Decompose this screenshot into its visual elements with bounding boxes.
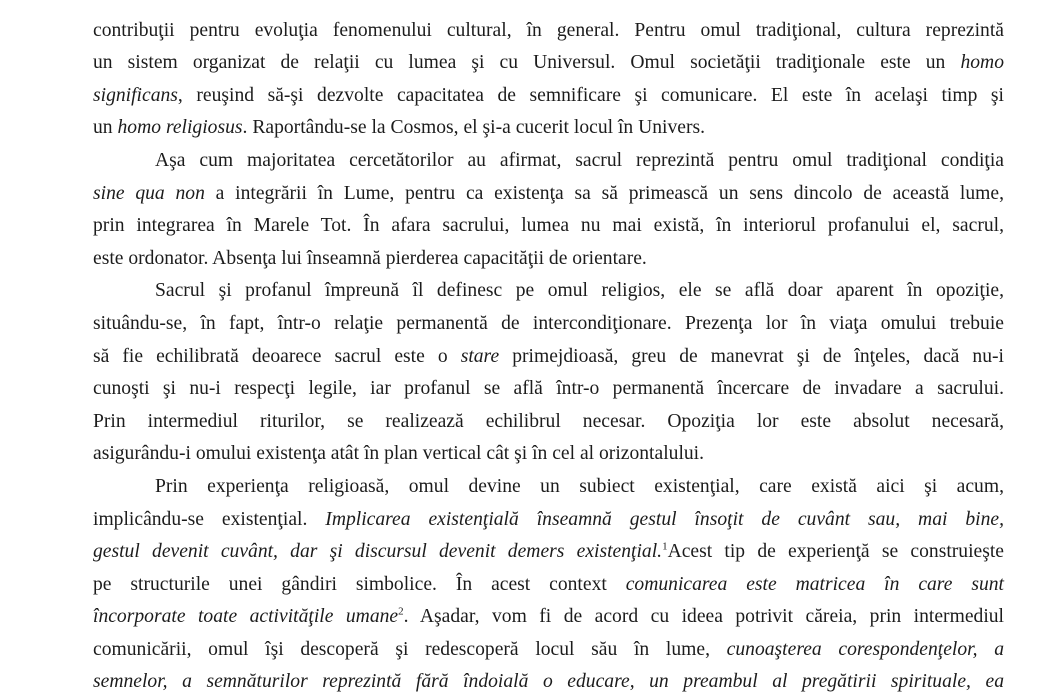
italic-text: cunoaşterea corespondenţelor, a	[726, 638, 1005, 660]
italic-text: sine qua non	[93, 182, 205, 204]
text-line	[93, 438, 1004, 471]
footnote-marker: 2	[398, 605, 404, 618]
italic-text: gestul devenit cuvânt, dar şi discursul devenit demers existenţial.	[93, 541, 663, 563]
text-line	[93, 47, 1004, 80]
text-line	[93, 243, 1004, 276]
text-line	[93, 308, 1004, 341]
text-span: situându-se, în fapt, într-o relaţie permanentă de intercondiţionare. Prezenţa lor în viaţa omului trebuie	[93, 312, 1004, 334]
text-line	[93, 536, 1004, 569]
text-span: Prin intermediul riturilor, se realizează echilibrul necesar. Opoziţia lor este absolut necesară,	[93, 410, 1004, 432]
text-line	[93, 15, 1004, 48]
text-span: comunicării, omul îşi descoperă şi redescoperă locul său în lume,	[93, 638, 727, 660]
text-span: pe structurile unei gândiri simbolice. În acest context	[93, 573, 626, 595]
footnote-marker: 1	[662, 540, 668, 553]
text-span: Aşa cum majoritatea cercetătorilor au afirmat, sacrul reprezintă pentru omul tradiţional condiţia	[155, 149, 1004, 171]
text-span: un	[93, 117, 118, 139]
document-body-text	[93, 0, 1004, 699]
text-span: implicându-se existenţial.	[93, 508, 326, 530]
text-span: este ordonator. Absenţa lui înseamnă pierderea capacităţii de orientare.	[93, 247, 647, 269]
italic-text: homo religiosus	[117, 117, 243, 139]
text-span: , reuşind să-şi dezvolte capacitatea de semnificare şi comunicare. El este în acelaşi timp şi	[177, 84, 1004, 106]
text-line	[93, 80, 1004, 113]
text-span: Sacrul şi profanul împreună îl definesc pe omul religios, ele se află doar aparent în opoziţie,	[155, 280, 1004, 302]
text-line	[93, 178, 1004, 211]
text-span: prin integrarea în Marele Tot. În afara sacrului, lumea nu mai există, în interiorul profanului el, sacrul,	[93, 215, 1004, 237]
text-span: să fie echilibrată deoarece sacrul este o	[93, 345, 461, 367]
text-line	[93, 666, 1004, 699]
text-span: . Raportându-se la Cosmos, el şi-a cucerit locul în Univers.	[242, 117, 706, 139]
italic-text: încorporate toate activităţile umane	[93, 606, 399, 628]
text-span: primejdioasă, greu de manevrat şi de înţeles, dacă nu-i	[499, 345, 1004, 367]
text-span: asigurându-i omului existenţa atât în plan vertical cât şi în cel al orizontalului.	[93, 443, 705, 465]
text-line	[93, 601, 1004, 634]
text-span: Acest tip de experienţă se construieşte	[667, 541, 1004, 563]
italic-text: semnelor, a semnăturilor reprezintă fără îndoială o educare, un preambul al pregătirii spirituale, ea	[93, 671, 1004, 693]
text-line	[93, 634, 1004, 667]
text-span: un sistem organizat de relaţii cu lumea şi cu Universul. Omul societăţii tradiţionale este un	[93, 52, 961, 74]
text-line	[93, 112, 1004, 145]
text-line	[93, 373, 1004, 406]
text-span: cunoşti şi nu-i respecţi legile, iar profanul se află într-o permanentă încercare de invadare a sacrului.	[93, 378, 1004, 400]
text-line	[93, 406, 1004, 439]
italic-text: homo	[960, 52, 1004, 74]
text-span: Prin experienţa religioasă, omul devine un subiect existenţial, care există aici şi acum,	[155, 475, 1004, 497]
italic-text: Implicarea existenţială înseamnă gestul însoţit de cuvânt sau, mai bine,	[325, 508, 1004, 530]
italic-text: stare	[460, 345, 500, 367]
text-line	[93, 504, 1004, 537]
text-span: contribuţii pentru evoluţia fenomenului cultural, în general. Pentru omul tradiţional, cultura reprezintă	[93, 19, 1004, 41]
text-line	[93, 145, 1004, 178]
italic-text: significans	[93, 84, 178, 106]
text-line	[93, 210, 1004, 243]
text-span: . Aşadar, vom fi de acord cu ideea potrivit căreia, prin intermediul	[403, 606, 1005, 628]
text-line	[93, 471, 1004, 504]
text-line	[93, 341, 1004, 374]
text-line	[93, 275, 1004, 308]
italic-text: comunicarea este matricea în care sunt	[625, 573, 1004, 595]
text-line	[93, 569, 1004, 602]
text-span: a integrării în Lume, pentru ca existenţa sa să primească un sens dincolo de această lume,	[204, 182, 1004, 204]
